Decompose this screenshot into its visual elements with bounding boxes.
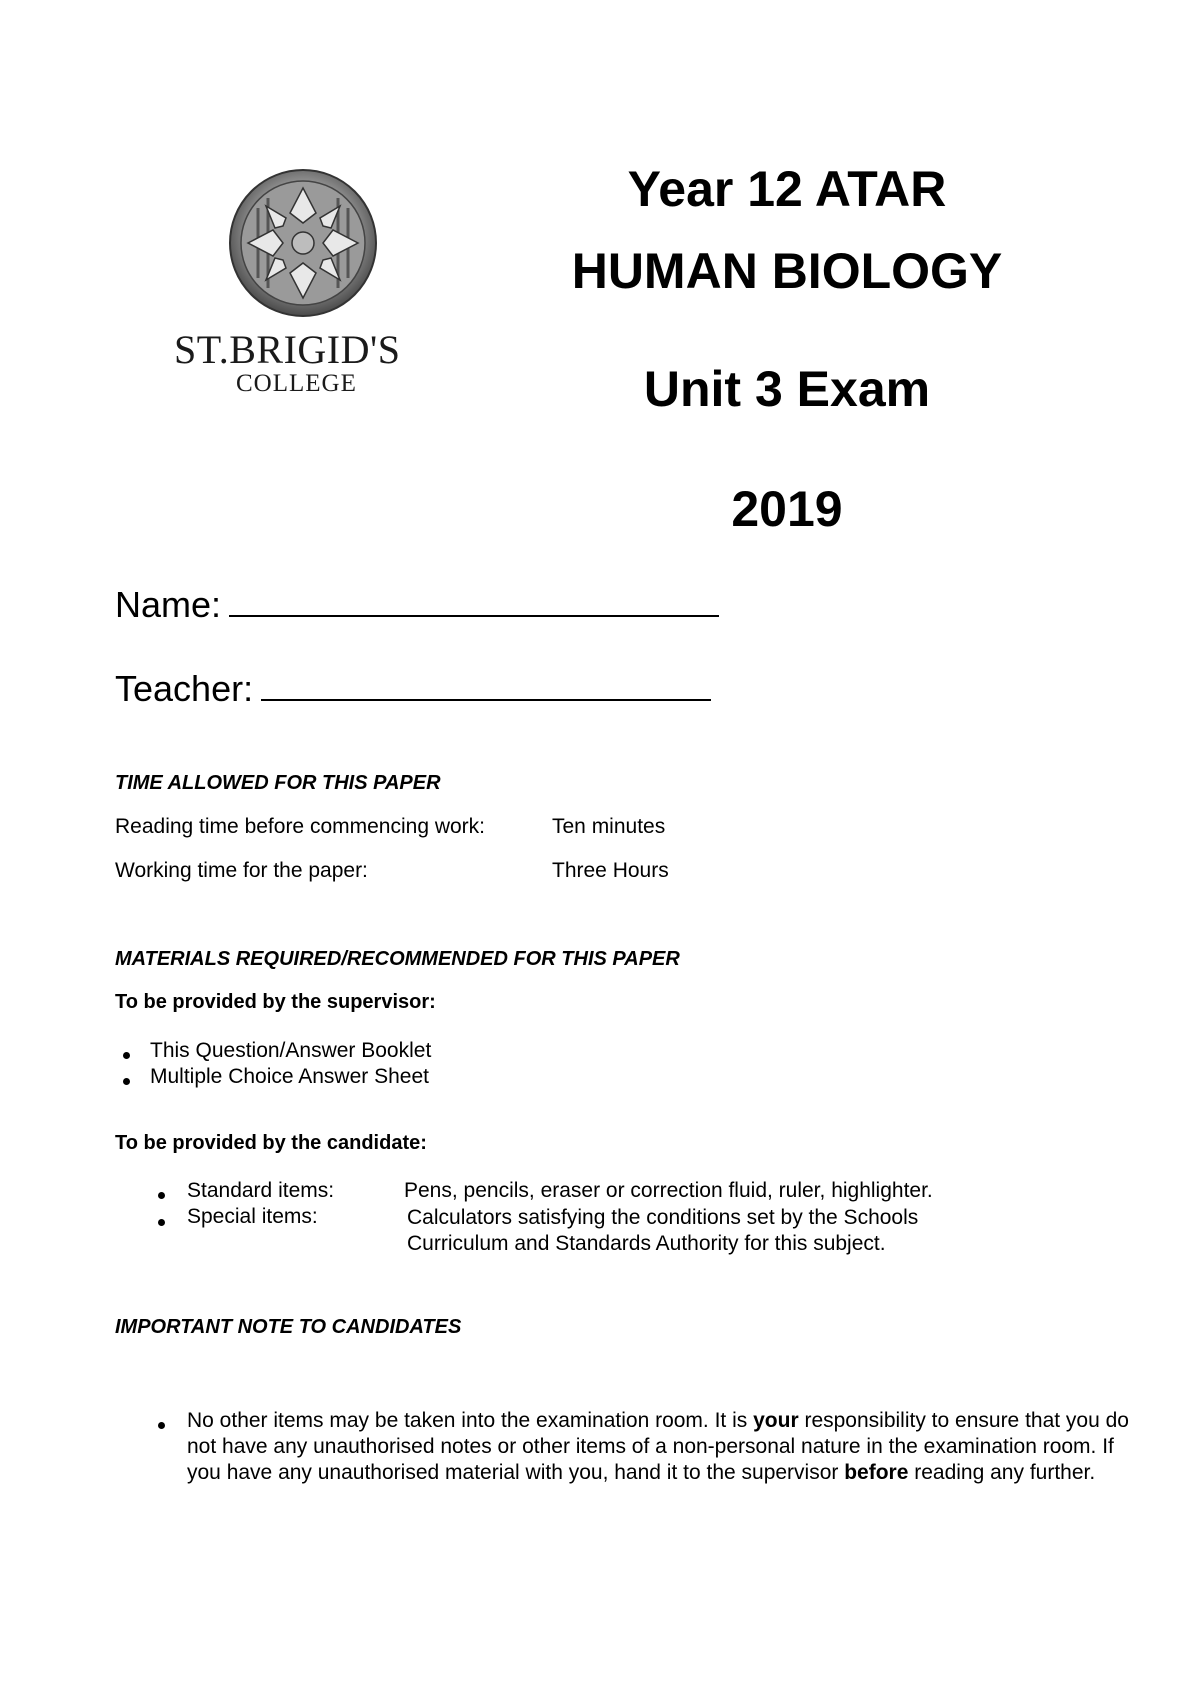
note-emphasis: before — [844, 1461, 909, 1484]
reading-time-value: Ten minutes — [552, 815, 666, 838]
supervisor-item: This Question/Answer Booklet — [150, 1039, 432, 1062]
standard-items-value: Pens, pencils, eraser or correction fluid, ruler, highlighter. — [404, 1179, 933, 1202]
standard-items-label: Standard items: — [187, 1179, 335, 1202]
exam-year: 2019 — [731, 481, 843, 537]
teacher-field[interactable] — [115, 668, 711, 710]
bullet-icon — [123, 1052, 130, 1059]
working-time-label: Working time for the paper: — [115, 859, 368, 882]
bullet-icon — [123, 1078, 130, 1085]
logo-college-name: ST.BRIGID'S — [174, 327, 401, 372]
exam-year-level: Year 12 ATAR — [627, 161, 947, 217]
teacher-label: Teacher: — [115, 668, 254, 709]
bullet-icon — [158, 1192, 165, 1199]
college-crest-icon — [228, 168, 378, 318]
important-note-heading: IMPORTANT NOTE TO CANDIDATES — [115, 1316, 462, 1338]
name-blank-line[interactable] — [229, 591, 719, 617]
name-label: Name: — [115, 584, 222, 625]
note-emphasis: your — [753, 1409, 799, 1432]
supervisor-item: Multiple Choice Answer Sheet — [150, 1065, 429, 1088]
bullet-icon — [158, 1219, 165, 1226]
exam-subject: HUMAN BIOLOGY — [571, 243, 1003, 299]
special-items-label: Special items: — [187, 1205, 318, 1228]
note-part: responsibility to ensure that you do not have any unauthorised notes or other items of a non-personal nature in the examination room. If you have any unauthorised material with you, hand it to the supervisor — [187, 1409, 1129, 1484]
exam-unit: Unit 3 Exam — [643, 361, 931, 417]
logo-college-word: COLLEGE — [236, 370, 357, 397]
time-allowed-heading: TIME ALLOWED FOR THIS PAPER — [115, 772, 441, 794]
materials-heading: MATERIALS REQUIRED/RECOMMENDED FOR THIS PAPER — [115, 948, 680, 970]
candidate-heading: To be provided by the candidate: — [115, 1132, 427, 1154]
reading-time-label: Reading time before commencing work: — [115, 815, 486, 838]
supervisor-heading: To be provided by the supervisor: — [115, 991, 436, 1013]
note-part: No other items may be taken into the examination room. It is — [187, 1409, 754, 1432]
bullet-icon — [158, 1422, 165, 1429]
teacher-blank-line[interactable] — [261, 675, 711, 701]
important-note-text — [187, 1408, 1147, 1486]
name-field[interactable] — [115, 584, 719, 626]
special-items-value: Calculators satisfying the conditions set by the Schools Curriculum and Standards Authority for this subject. — [407, 1206, 919, 1255]
working-time-value: Three Hours — [552, 859, 669, 882]
note-part: reading any further. — [908, 1461, 1096, 1484]
